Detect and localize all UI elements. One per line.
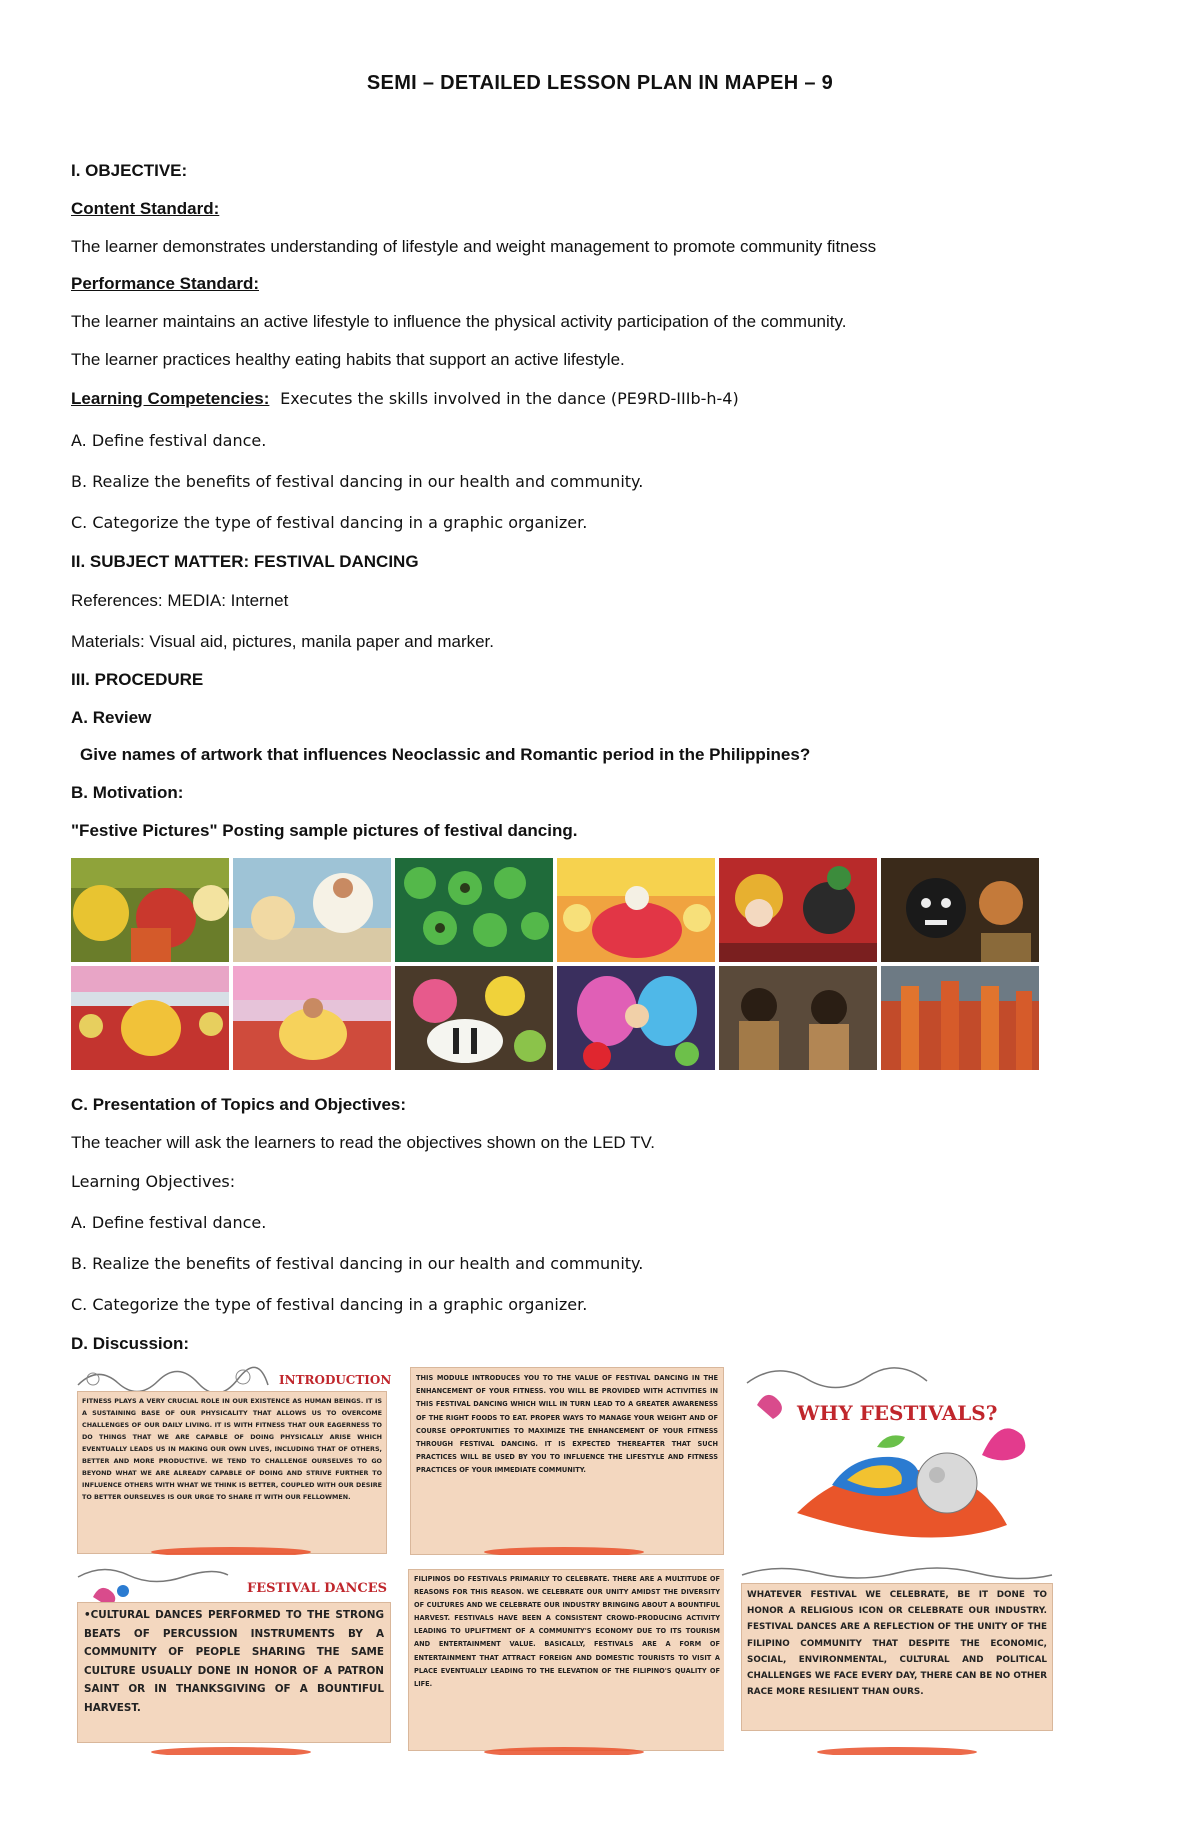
- slide-introduction: [71, 1365, 391, 1555]
- objective-item-b: B. Realize the benefits of festival dancing in our health and community.: [71, 472, 644, 491]
- references-text: References: MEDIA: Internet: [71, 591, 289, 610]
- doodle-ornament: [737, 1565, 1057, 1585]
- learning-competencies-label: Learning Competencies:: [71, 389, 270, 408]
- objective-item-a: A. Define festival dance.: [71, 431, 267, 450]
- learning-competencies-text: Executes the skills involved in the dance (PE9RD-IIIb-h-4): [280, 389, 739, 408]
- presentation-text: The teacher will ask the learners to read the objectives shown on the LED TV.: [71, 1133, 655, 1152]
- procedure-heading: III. PROCEDURE: [71, 670, 204, 689]
- doodle-ornament: [73, 1565, 233, 1605]
- slide-introduction-text: FITNESS PLAYS A VERY CRUCIAL ROLE IN OUR EXISTENCE AS HUMAN BEINGS. IT IS A SUSTAINING BASE OF OUR PHYSICALITY THAT ALLOWS US TO OVERCOME CHALLENGES OF OUR DAILY LIVING. IT IS WITH FITNESS THAT OUR EAGERNESS TO DO THINGS THAT WE ARE CAPABLE OF DOING PHYSICALLY ARISE WHICH EVENTUALLY LEADS US IN MAKING OUR OWN LIVES, INCLUDING THAT OF OTHERS, BETTER AND MORE PRODUCTIVE. WE TEND TO CHALLENGE OURSELVES TO GO BEYOND WHAT WE ARE ALREADY CAPABLE OF DOING AND STRIVE FURTHER TO INFLUENCE OTHERS WITH WHAT WE THINK IS BETTER, COUPLED WITH OUR DESIRE TO BETTER OURSELVES IS OUR URGE TO SHARE IT WITH OUR FELLOWMEN.: [77, 1391, 387, 1554]
- slide-festival-dances-text: •CULTURAL DANCES PERFORMED TO THE STRONG BEATS OF PERCUSSION INSTRUMENTS BY A COMMUNITY OF PEOPLE SHARING THE SAME CULTURE USUALLY DONE IN HONOR OF A PATRON SAINT OR IN THANKSGIVING OF A BOUNTIFUL HARVEST.: [77, 1602, 391, 1743]
- subject-matter-heading: II. SUBJECT MATTER: FESTIVAL DANCING: [71, 552, 419, 571]
- slide-festival-dances-title: FESTIVAL DANCES: [247, 1581, 387, 1596]
- festival-photo: [881, 858, 1039, 962]
- presentation-label: C. Presentation of Topics and Objectives:: [71, 1095, 407, 1114]
- festival-photo: [557, 858, 715, 962]
- festival-art-icon: [737, 1365, 1057, 1555]
- slide-accent: [817, 1747, 977, 1755]
- doodle-ornament: [73, 1365, 273, 1393]
- slide-module-text: THIS MODULE INTRODUCES YOU TO THE VALUE OF FESTIVAL DANCING IN THE ENHANCEMENT OF YOUR FITNESS. YOU WILL BE PROVIDED WITH ACTIVITIES IN THIS FESTIVAL DANCING WHICH WILL IN TURN LEAD TO A GREATER AWARENESS OF THE RIGHT FOODS TO EAT. PROPER WAYS TO MANAGE YOUR WEIGHT AND OF COURSE OPPORTUNITIES TO MAXIMIZE THE ENHANCEMENT OF YOUR FITNESS THROUGH FESTIVAL DANCING. IT IS EXPECTED THEREAFTER THAT SUCH PRACTICES WILL BE USED BY YOU TO INFLUENCE THE LIFESTYLE AND FITNESS PRACTICES OF YOUR IMMEDIATE COMMUNITY.: [410, 1367, 724, 1555]
- flower-photo-group: [395, 858, 715, 1071]
- slide-filipinos: [404, 1565, 724, 1755]
- motivation-label: B. Motivation:: [71, 783, 184, 802]
- learning-competencies: [71, 389, 739, 409]
- slide-festival-dances: [71, 1565, 391, 1755]
- content-standard-label: Content Standard:: [71, 199, 220, 218]
- slide-introduction-title: INTRODUCTION: [279, 1373, 391, 1387]
- materials-text: Materials: Visual aid, pictures, manila paper and marker.: [71, 632, 494, 651]
- objective-item-c: C. Categorize the type of festival dancing in a graphic organizer.: [71, 513, 588, 532]
- performance-standard-text-2: The learner practices healthy eating habits that support an active lifestyle.: [71, 350, 625, 369]
- motivation-text: "Festive Pictures" Posting sample pictures of festival dancing.: [71, 821, 578, 840]
- festival-photo: [233, 966, 391, 1070]
- review-question: Give names of artwork that influences Neoclassic and Romantic period in the Philippines?: [80, 745, 811, 764]
- festival-photo-collage: [71, 858, 1039, 1071]
- slide-filipinos-text: FILIPINOS DO FESTIVALS PRIMARILY TO CELEBRATE. THERE ARE A MULTITUDE OF REASONS FOR THIS REASON. WE CELEBRATE OUR UNITY AMIDST THE DIVERSITY OF CULTURES AND WE CELEBRATE OUR INDUSTRY BRINGING ABOUT A BOUNTIFUL HARVEST. FESTIVALS HAVE BEEN A CONSISTENT CROWD-PRODUCING ACTIVITY LEADING TO UPLIFTMENT OF A COMMUNITY'S ECONOMY DUE TO ITS TOURISM AND ENTERTAINMENT VALUE. BASICALLY, FESTIVALS ARE A FORM OF ENTERTAINMENT THAT ATTRACT FOREIGN AND DOMESTIC TOURISTS TO VISIT A PLACE EVENTUALLY LEADING TO THE ELEVATION OF THE FILIPINO'S QUALITY OF LIFE.: [408, 1569, 724, 1751]
- ati-atihan-photo-group: [719, 858, 1039, 1071]
- page-title: SEMI – DETAILED LESSON PLAN IN MAPEH – 9: [366, 72, 834, 94]
- learning-objectives-label: Learning Objectives:: [71, 1172, 236, 1191]
- slide-why-festivals: [737, 1365, 1057, 1555]
- slide-accent: [151, 1547, 311, 1555]
- slide-whatever-festival-text: WHATEVER FESTIVAL WE CELEBRATE, BE IT DONE TO HONOR A RELIGIOUS ICON OR CELEBRATE OUR INDUSTRY. FESTIVAL DANCES ARE A REFLECTION OF THE UNITY OF THE FILIPINO COMMUNITY THAT DESPITE THE ECONOMIC, SOCIAL, ENVIRONMENTAL, CULTURAL AND POLITICAL CHALLENGES WE FACE EVERY DAY, THERE CAN BE NO OTHER RACE MORE RESILIENT THAN OURS.: [741, 1583, 1053, 1731]
- festival-photo: [233, 858, 391, 962]
- festival-photo: [557, 966, 715, 1070]
- slide-why-festivals-title: WHY FESTIVALS?: [797, 1401, 998, 1425]
- review-label: A. Review: [71, 708, 152, 727]
- slide-accent: [484, 1547, 644, 1555]
- festival-photo: [71, 858, 229, 962]
- content-standard-text: The learner demonstrates understanding of lifestyle and weight management to promote community fitness: [71, 237, 877, 256]
- slide-module: [404, 1365, 724, 1555]
- learning-objective-b: B. Realize the benefits of festival dancing in our health and community.: [71, 1254, 644, 1273]
- festival-photo: [719, 858, 877, 962]
- festival-photo: [71, 966, 229, 1070]
- festival-photo: [395, 858, 553, 962]
- slide-whatever-festival: [737, 1565, 1057, 1755]
- festival-photo: [881, 966, 1039, 1070]
- slide-accent: [151, 1747, 311, 1755]
- slide-accent: [484, 1747, 644, 1755]
- objective-heading: I. OBJECTIVE:: [71, 161, 188, 180]
- festival-photo: [719, 966, 877, 1070]
- festival-photo: [395, 966, 553, 1070]
- discussion-label: D. Discussion:: [71, 1334, 190, 1353]
- learning-objective-a: A. Define festival dance.: [71, 1213, 267, 1232]
- learning-objective-c: C. Categorize the type of festival dancing in a graphic organizer.: [71, 1295, 588, 1314]
- performance-standard-label: Performance Standard:: [71, 274, 259, 293]
- performance-standard-text-1: The learner maintains an active lifestyle to influence the physical activity participation of the community.: [71, 312, 847, 331]
- sinulog-photo-group: [71, 858, 391, 1071]
